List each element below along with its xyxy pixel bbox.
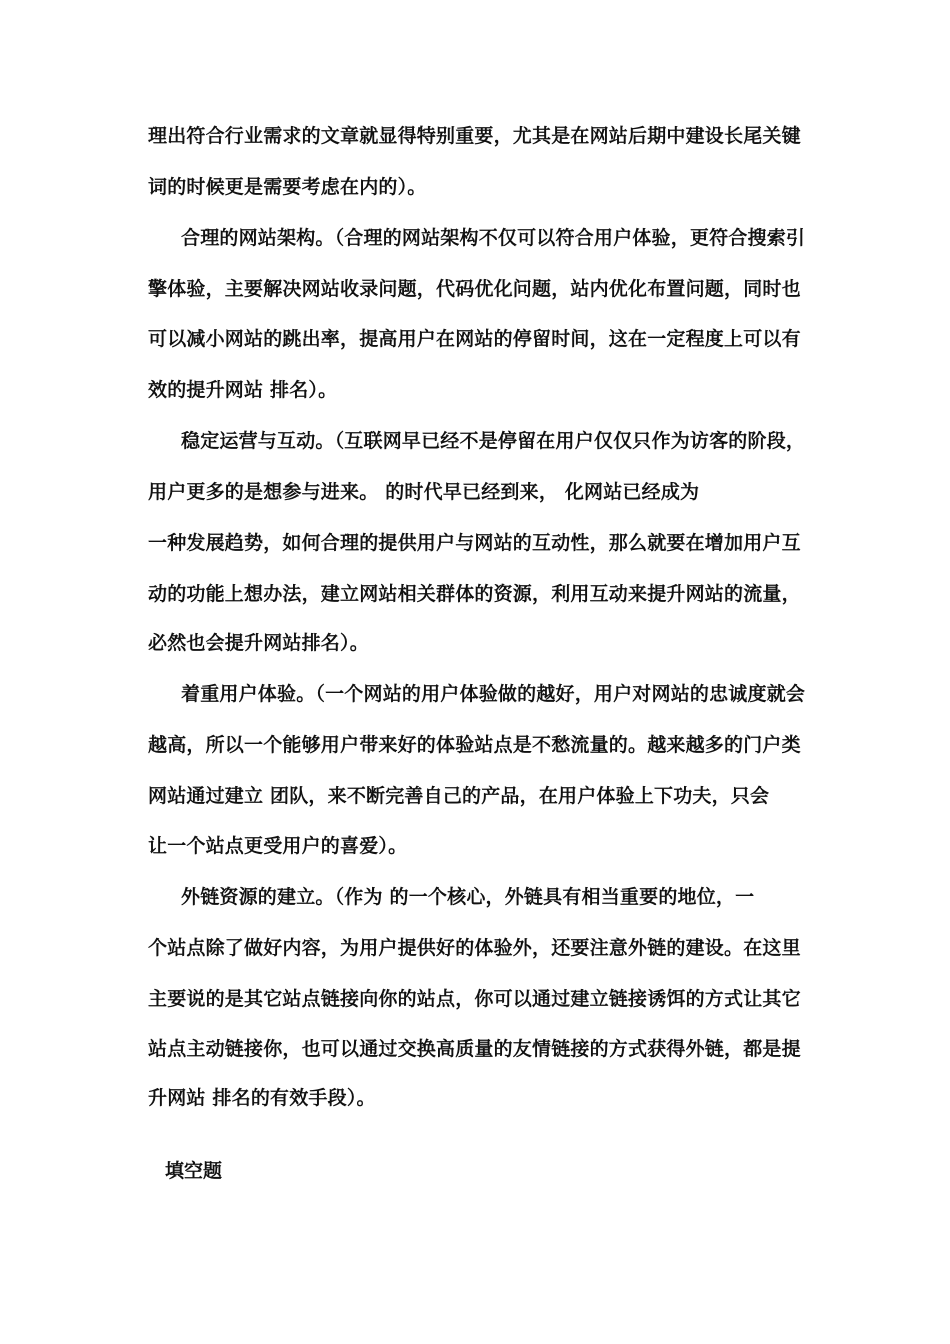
- paragraph-line: 合理的网站架构。（合理的网站架构不仅可以符合用户体验，更符合搜索引: [181, 227, 806, 249]
- paragraph-line: 越高，所以一个能够用户带来好的体验站点是不愁流量的。越来越多的门户类: [148, 734, 801, 756]
- paragraph-line: 一种发展趋势，如何合理的提供用户与网站的互动性，那么就要在增加用户互: [148, 532, 801, 554]
- paragraph-line: 效的提升网站 排名）。: [148, 379, 338, 401]
- paragraph-line: 可以减小网站的跳出率，提高用户在网站的停留时间，这在一定程度上可以有: [148, 328, 801, 350]
- paragraph-line: 站点主动链接你，也可以通过交换高质量的友情链接的方式获得外链，都是提: [148, 1038, 801, 1060]
- paragraph-line: 让一个站点更受用户的喜爱）。: [148, 835, 408, 857]
- paragraph-line: 用户更多的是想参与进来。 的时代早已经到来， 化网站已经成为: [148, 481, 700, 503]
- paragraph-line: 擎体验，主要解决网站收录问题，代码优化问题，站内优化布置问题，同时也: [148, 278, 801, 300]
- paragraph-line: 网站通过建立 团队，来不断完善自己的产品，在用户体验上下功夫，只会: [148, 785, 770, 807]
- section-heading: 填空题: [165, 1160, 223, 1182]
- paragraph-line: 主要说的是其它站点链接向你的站点，你可以通过建立链接诱饵的方式让其它: [148, 988, 801, 1010]
- paragraph-line: 理出符合行业需求的文章就显得特别重要，尤其是在网站后期中建设长尾关键: [148, 125, 801, 147]
- paragraph-line: 外链资源的建立。（作为 的一个核心，外链具有相当重要的地位，一: [181, 886, 755, 908]
- paragraph-line: 个站点除了做好内容，为用户提供好的体验外，还要注意外链的建设。在这里: [148, 937, 801, 959]
- paragraph-line: 动的功能上想办法，建立网站相关群体的资源，利用互动来提升网站的流量，: [148, 583, 801, 605]
- paragraph-line: 必然也会提升网站排名）。: [148, 632, 369, 654]
- paragraph-line: 稳定运营与互动。（互联网早已经不是停留在用户仅仅只作为访客的阶段，: [181, 430, 806, 452]
- paragraph-line: 词的时候更是需要考虑在内的）。: [148, 176, 427, 198]
- paragraph-line: 升网站 排名的有效手段）。: [148, 1087, 376, 1109]
- paragraph-line: 着重用户体验。（一个网站的用户体验做的越好，用户对网站的忠诚度就会: [181, 683, 806, 705]
